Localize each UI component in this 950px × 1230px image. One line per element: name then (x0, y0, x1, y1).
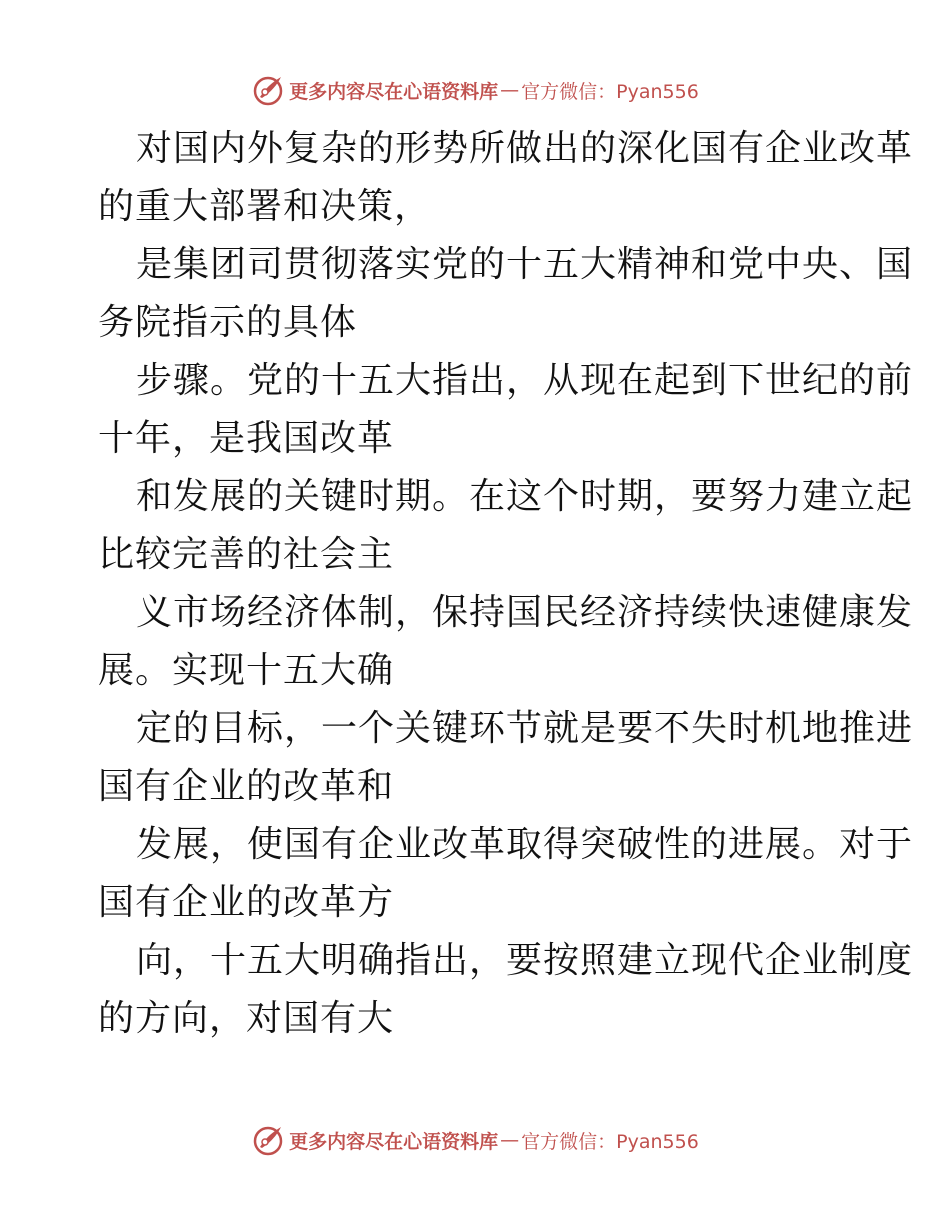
body-text-line: 是集团司贯彻落实党的十五大精神和党中央、国 (136, 244, 914, 285)
banner-contact-text: 官方微信：Pyan556 (521, 80, 699, 103)
body-text-line: 国有企业的改革方 (98, 882, 395, 923)
banner-contact-text: 官方微信：Pyan556 (521, 1130, 699, 1153)
body-text-line: 国有企业的改革和 (98, 766, 395, 807)
banner-separator: — (500, 1129, 520, 1151)
banner-separator: — (500, 79, 520, 101)
banner-promo-text: 更多内容尽在心语资料库 (289, 1130, 499, 1153)
body-text-line: 十年，是我国改革 (98, 418, 395, 459)
body-text-line: 发展，使国有企业改革取得突破性的进展。对于 (136, 824, 914, 865)
body-text-line: 和发展的关键时期。在这个时期，要努力建立起 (136, 476, 914, 517)
footer-banner (0, 1120, 950, 1160)
red-quill-circle-icon (251, 1123, 285, 1157)
body-text-line: 的重大部署和决策， (98, 186, 432, 227)
banner-promo-text: 更多内容尽在心语资料库 (289, 80, 499, 103)
body-text-line: 的方向，对国有大 (98, 998, 395, 1039)
body-text-line: 务院指示的具体 (98, 302, 358, 343)
body-text-line: 对国内外复杂的形势所做出的深化国有企业改革 (136, 128, 914, 169)
body-text-line: 步骤。党的十五大指出，从现在起到下世纪的前 (136, 360, 914, 401)
red-quill-circle-icon (251, 73, 285, 107)
body-text-line: 比较完善的社会主 (98, 534, 395, 575)
body-text-line: 向，十五大明确指出，要按照建立现代企业制度 (136, 940, 914, 981)
header-banner (0, 70, 950, 110)
body-text-line: 定的目标，一个关键环节就是要不失时机地推进 (136, 708, 914, 749)
body-text-line: 义市场经济体制，保持国民经济持续快速健康发 (136, 592, 914, 633)
document-body (98, 120, 914, 1048)
body-text-line: 展。实现十五大确 (98, 650, 395, 691)
